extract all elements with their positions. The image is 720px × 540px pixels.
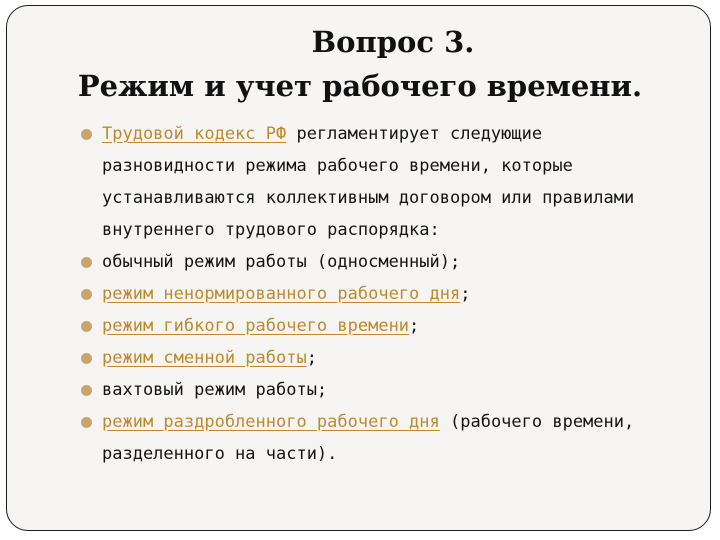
- list-item: [82, 246, 667, 278]
- bullet-icon: [81, 257, 92, 268]
- list-item-text: ;: [460, 284, 471, 304]
- list-item-text: регламентирует следующие разновидности режима рабочего времени, которые устанавливаются коллективным договором или правилами внутреннего трудового распорядка:: [102, 124, 635, 240]
- bullet-icon: [81, 385, 92, 396]
- list-item: [82, 310, 667, 342]
- bullet-icon: [81, 289, 92, 300]
- bullet-icon: [81, 353, 92, 364]
- split-day-link[interactable]: режим раздробленного рабочего дня: [102, 412, 440, 432]
- shift-work-link[interactable]: режим сменной работы: [102, 348, 307, 368]
- list-item-text: обычный режим работы (односменный);: [102, 252, 461, 272]
- flexible-time-link[interactable]: режим гибкого рабочего времени: [102, 316, 410, 336]
- labor-code-link[interactable]: Трудовой кодекс РФ: [102, 124, 287, 144]
- list-item-text: вахтовый режим работы;: [102, 380, 328, 400]
- list-item: [82, 118, 667, 246]
- list-item-text: ;: [306, 348, 317, 368]
- bullet-list: [82, 118, 667, 470]
- bullet-icon: [81, 417, 92, 428]
- list-item: [82, 374, 667, 406]
- list-item: [82, 342, 667, 374]
- bullet-icon: [81, 321, 92, 332]
- bullet-icon: [81, 129, 92, 140]
- slide-title-line-1: Вопрос 3.: [311, 25, 475, 59]
- irregular-day-link[interactable]: режим ненормированного рабочего дня: [102, 284, 461, 304]
- list-item: [82, 278, 667, 310]
- list-item: [82, 406, 667, 470]
- list-item-text: (рабочего времени, разделенного на части).: [102, 412, 635, 464]
- list-item-text: ;: [409, 316, 420, 336]
- slide-title-line-2: Режим и учет рабочего времени.: [77, 69, 643, 103]
